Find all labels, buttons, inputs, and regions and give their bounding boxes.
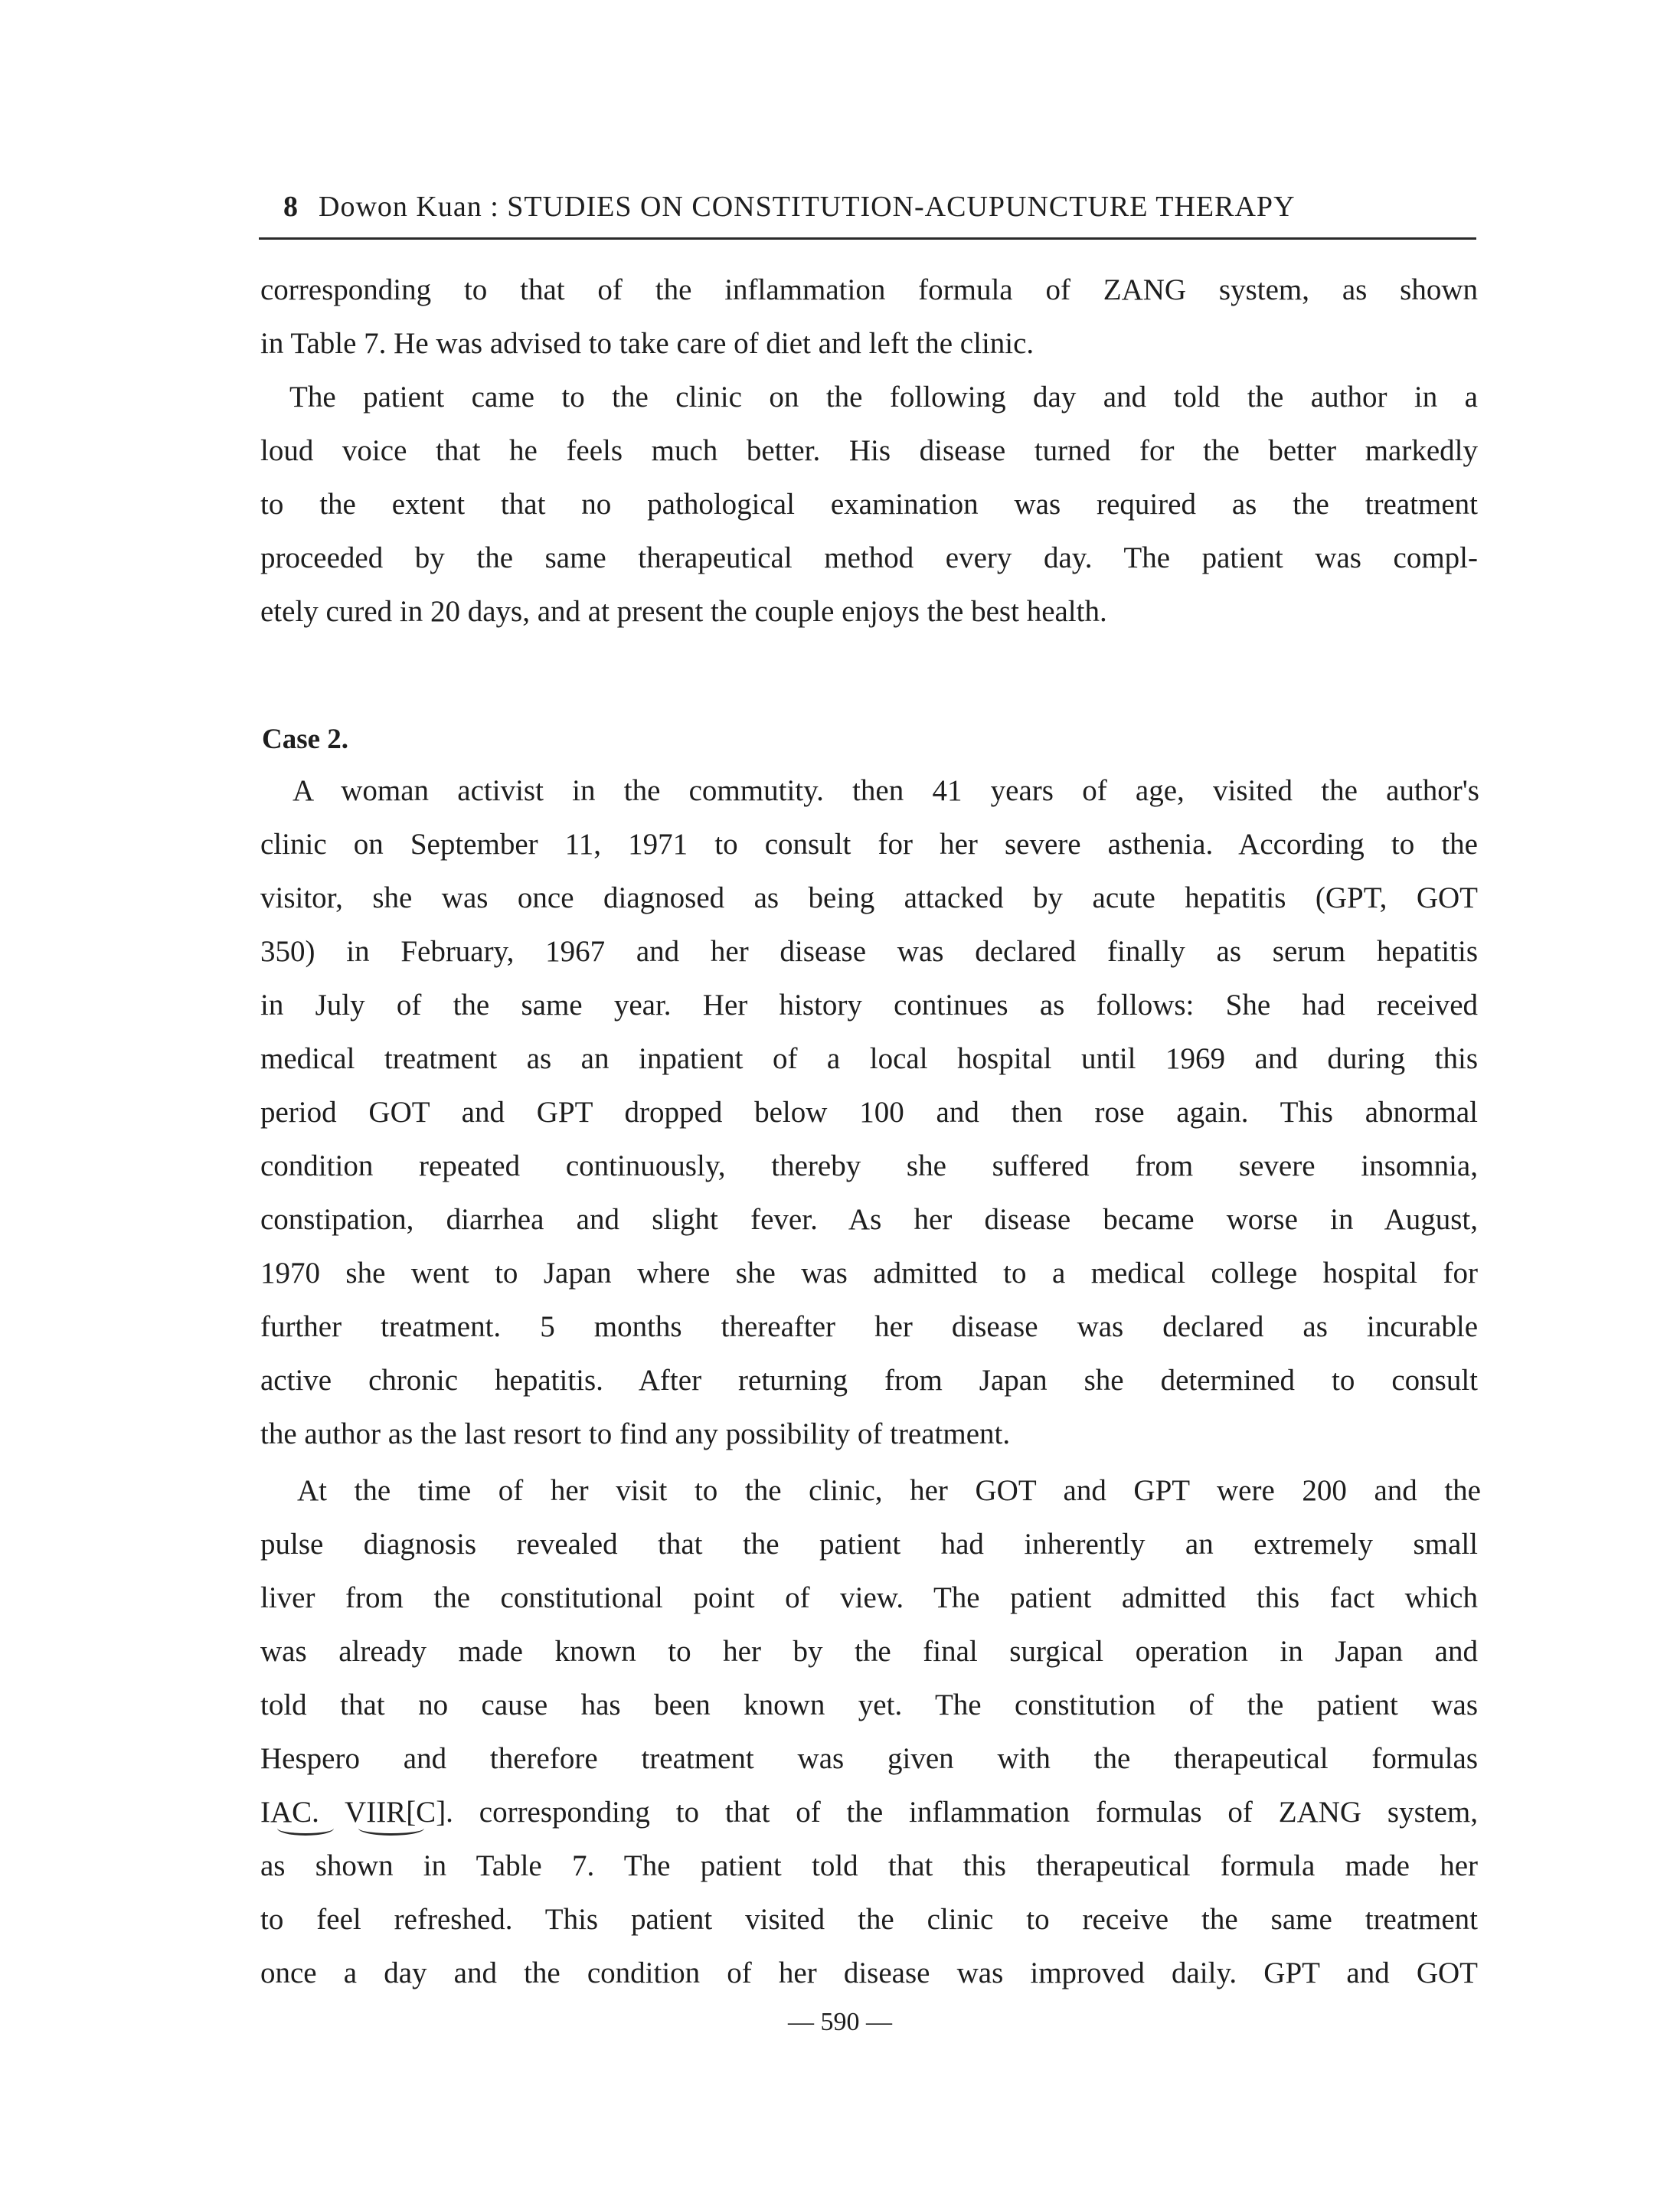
body-line: 1970 she went to Japan where she was admitted to a medical college hospital for [260, 1257, 1478, 1290]
body-line: etely cured in 20 days, and at present the couple enjoys the best health. [260, 595, 1107, 628]
body-line: medical treatment as an inpatient of a local hospital until 1969 and during this [260, 1042, 1478, 1075]
body-line: proceeded by the same therapeutical method every day. The patient was compl- [260, 541, 1478, 574]
body-line: told that no cause has been known yet. The constitution of the patient was [260, 1689, 1478, 1721]
body-line: to the extent that no pathological examination was required as the treatment [260, 488, 1478, 521]
body-line: At the time of her visit to the clinic, her GOT and GPT were 200 and the [297, 1474, 1481, 1507]
body-line: as shown in Table 7. The patient told that this therapeutical formula made her [260, 1849, 1478, 1882]
running-header [259, 190, 1476, 240]
body-line: in July of the same year. Her history continues as follows: She had received [260, 989, 1478, 1022]
body-line: to feel refreshed. This patient visited the clinic to receive the same treatment [260, 1903, 1478, 1936]
body-line: pulse diagnosis revealed that the patient had inherently an extremely small [260, 1528, 1478, 1561]
body-line: Hespero and therefore treatment was given with the therapeutical formulas [260, 1742, 1478, 1775]
body-line: condition repeated continuously, thereby she suffered from severe insomnia, [260, 1149, 1478, 1182]
body-line: constipation, diarrhea and slight fever. As her disease became worse in August, [260, 1203, 1478, 1236]
body-line: further treatment. 5 months thereafter her disease was declared as incurable [260, 1310, 1478, 1343]
case-heading: Case 2. [262, 724, 349, 755]
header-page-number: 8 [283, 191, 299, 223]
page-footer-number: — 590 — [788, 2008, 892, 2036]
body-line: IAC. VIIR[C]. corresponding to that of the inflammation formulas of ZANG system, [260, 1796, 1478, 1829]
body-line: in Table 7. He was advised to take care of diet and left the clinic. [260, 327, 1034, 360]
formula-underarc [277, 1821, 334, 1836]
body-line: active chronic hepatitis. After returning from Japan she determined to consult [260, 1364, 1478, 1397]
body-line: 350) in February, 1967 and her disease was declared finally as serum hepatitis [260, 935, 1478, 968]
body-line: loud voice that he feels much better. His disease turned for the better markedly [260, 434, 1478, 467]
body-line: visitor, she was once diagnosed as being attacked by acute hepatitis (GPT, GOT [260, 881, 1478, 914]
body-line: clinic on September 11, 1971 to consult for her severe asthenia. According to the [260, 828, 1478, 861]
header-title: Dowon Kuan : STUDIES ON CONSTITUTION-ACUPUNCTURE THERAPY [319, 191, 1296, 223]
body-line: liver from the constitutional point of view. The patient admitted this fact which [260, 1581, 1478, 1614]
body-line: the author as the last resort to find any possibility of treatment. [260, 1417, 1011, 1450]
formula-underarc [358, 1821, 424, 1836]
body-line: was already made known to her by the final surgical operation in Japan and [260, 1635, 1478, 1668]
body-line: once a day and the condition of her disease was improved daily. GPT and GOT [260, 1957, 1478, 1989]
body-line: A woman activist in the commutity. then 41 years of age, visited the author's [293, 774, 1479, 807]
body-line: period GOT and GPT dropped below 100 and then rose again. This abnormal [260, 1096, 1478, 1129]
body-line: corresponding to that of the inflammation formula of ZANG system, as shown [260, 273, 1478, 306]
body-line: The patient came to the clinic on the following day and told the author in a [289, 381, 1478, 414]
